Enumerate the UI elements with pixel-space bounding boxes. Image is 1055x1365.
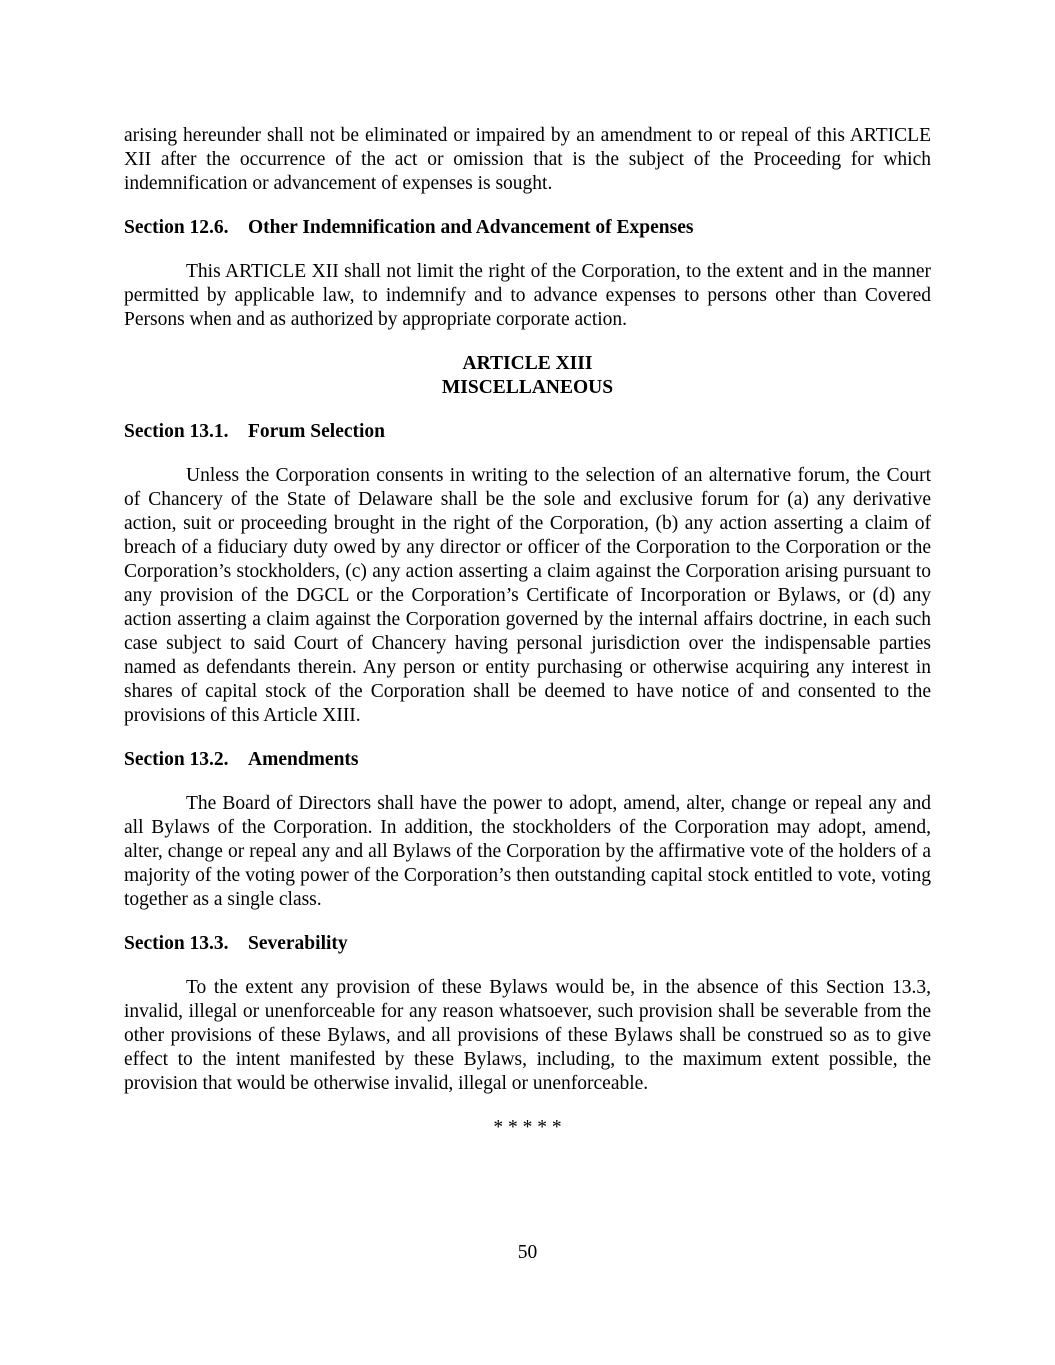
section-number: Section 13.1. [124, 421, 229, 442]
section-13-3-heading [124, 932, 931, 956]
section-number: Section 13.3. [124, 933, 229, 954]
section-13-2-heading [124, 748, 931, 772]
section-title: Severability [248, 933, 348, 954]
section-13-2-body: The Board of Directors shall have the power to adopt, amend, alter, change or repeal any and all Bylaws of the Corporation. In addition, the stockholders of the Corporation may adopt, amend, alter, change or repeal any and all Bylaws of the Corporation by the affirmative vote of the holders of a majority of the voting power of the Corporation’s then outstanding capital stock entitled to vote, voting together as a single class. [124, 793, 931, 910]
section-12-6-heading [124, 216, 931, 240]
intro-paragraph: arising hereunder shall not be eliminated or impaired by an amendment to or repeal of this ARTICLE XII after the occurrence of the act or omission that is the subject of the Proceeding for which indemnification or advancement of expenses is sought. [124, 125, 931, 194]
article-xiii-heading [124, 352, 931, 400]
section-title: Amendments [248, 749, 359, 770]
section-13-1-body: Unless the Corporation consents in writing to the selection of an alternative forum, the Court of Chancery of the State of Delaware shall be the sole and exclusive forum for (a) any derivative action, suit or proceeding brought in the right of the Corporation, (b) any action asserting a claim of breach of a fiduciary duty owed by any director or officer of the Corporation to the Corporation or the Corporation’s stockholders, (c) any action asserting a claim against the Corporation arising pursuant to any provision of the DGCL or the Corporation’s Certificate of Incorporation or Bylaws, or (d) any action asserting a claim against the Corporation governed by the internal affairs doctrine, in each such case subject to said Court of Chancery having personal jurisdiction over the indispensable parties named as defendants therein. Any person or entity purchasing or otherwise acquiring any interest in shares of capital stock of the Corporation shall be deemed to have notice of and consented to the provisions of this Article XIII. [124, 465, 931, 726]
section-title: Other Indemnification and Advancement of Expenses [248, 217, 694, 238]
section-title: Forum Selection [248, 421, 386, 442]
section-number: Section 12.6. [124, 217, 229, 238]
article-title: MISCELLANEOUS [441, 377, 614, 398]
article-label: ARTICLE XIII [462, 353, 593, 374]
section-13-1-heading [124, 420, 931, 444]
page-number: 50 [517, 1242, 538, 1263]
section-13-3-body: To the extent any provision of these Bylaws would be, in the absence of this Section 13.3, invalid, illegal or unenforceable for any reason whatsoever, such provision shall be severable from the other provisions of these Bylaws, and all provisions of these Bylaws shall be construed so as to give effect to the intent manifested by these Bylaws, including, to the maximum extent possible, the provision that would be otherwise invalid, illegal or unenforceable. [124, 977, 931, 1094]
end-marker: * * * * * [493, 1117, 562, 1138]
document-page [124, 124, 931, 1140]
section-number: Section 13.2. [124, 749, 229, 770]
section-12-6-body: This ARTICLE XII shall not limit the right of the Corporation, to the extent and in the manner permitted by applicable law, to indemnify and to advance expenses to persons other than Covered Persons when and as authorized by appropriate corporate action. [124, 261, 931, 330]
